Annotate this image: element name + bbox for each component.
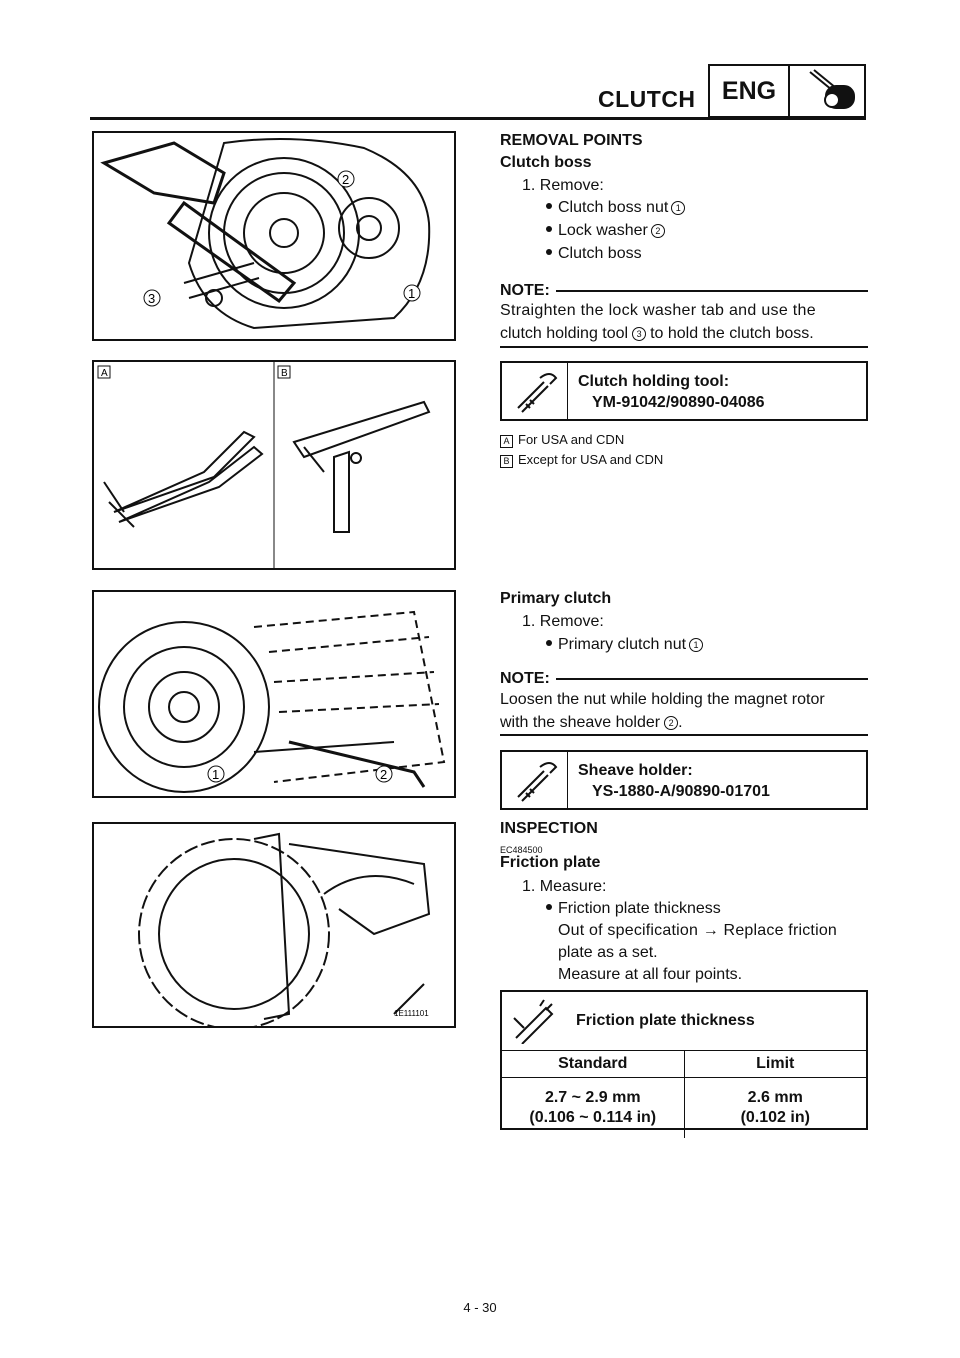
standard-mm: 2.7 ~ 2.9 mm [544, 1089, 641, 1106]
inspection-step: 1. Measure: [522, 878, 607, 895]
clutch-boss-item-2 [546, 220, 665, 242]
item-text: Primary clutch nut [558, 636, 687, 653]
clutch-boss-illustration [94, 133, 454, 339]
clutch-boss-step: 1. Remove: [522, 177, 604, 194]
item-text: Clutch boss [558, 245, 642, 262]
fig3-callout-1: 1 [212, 767, 220, 782]
figure-clutch-boss-removal [92, 131, 456, 341]
spec-limit-value [684, 1078, 867, 1138]
removal-points-heading: REMOVAL POINTS [500, 132, 643, 149]
note-label: NOTE: [500, 282, 550, 299]
clutch-boss-title: Clutch boss [500, 154, 592, 171]
bullet [546, 249, 552, 255]
note-label: NOTE: [500, 670, 550, 687]
fig1-callout-2: 2 [342, 172, 350, 187]
legend-text: For USA and CDN [518, 432, 625, 447]
clutch-holding-tools-illustration [94, 362, 454, 568]
clutch-boss-item-3 [546, 243, 642, 265]
ref-mark: 1 [689, 638, 703, 652]
primary-clutch-item [546, 634, 703, 656]
tool-box-sheave-holder [500, 750, 868, 810]
friction-plate-illustration [94, 824, 454, 1026]
inspection-line-2: plate as a set. [558, 944, 658, 961]
tool-name: Clutch holding tool: [578, 373, 730, 390]
item-text: Friction plate thickness [558, 900, 721, 917]
section-title: CLUTCH [598, 86, 696, 112]
fig2-panel-b: B [281, 368, 288, 379]
eng-badge [708, 64, 790, 118]
inspection-heading: INSPECTION [500, 820, 598, 837]
fig3-callout-2: 2 [380, 767, 388, 782]
clutch-boss-item-1 [546, 197, 685, 219]
note-text-1b [500, 323, 814, 345]
inspection-code: EC484500 [500, 845, 543, 855]
spec-col-limit: Limit [684, 1051, 867, 1077]
item-text: Clutch boss nut [558, 199, 669, 216]
bullet [546, 226, 552, 232]
note-text-1a: Straighten the lock washer tab and use the [500, 302, 816, 319]
engine-icon [788, 64, 866, 118]
note-rule [556, 290, 868, 292]
legend-key: A [500, 435, 513, 448]
note-header-1 [500, 282, 868, 300]
spec-title: Friction plate thickness [576, 1012, 755, 1029]
wrench-icon [502, 363, 568, 419]
note-text: with the sheave holder [500, 714, 661, 731]
tool-legend [500, 430, 663, 470]
figure-clutch-holding-tools [92, 360, 456, 570]
page-number: 4 - 30 [463, 1300, 497, 1315]
ref-mark: 2 [651, 224, 665, 238]
note-text-2a: Loosen the nut while holding the magnet rotor [500, 691, 825, 708]
legend-key: B [500, 455, 513, 468]
fig1-callout-3: 3 [148, 291, 156, 306]
note-rule [556, 678, 868, 680]
tool-box-clutch-holding [500, 361, 868, 421]
fig2-panel-a: A [101, 368, 108, 379]
eng-badge-label: ENG [721, 76, 777, 105]
spec-table-friction-plate [500, 990, 868, 1130]
figure-friction-plate-measurement [92, 822, 456, 1028]
ref-mark: 2 [664, 716, 678, 730]
limit-in: (0.102 in) [740, 1109, 810, 1126]
legend-text: Except for USA and CDN [518, 452, 664, 467]
legend-item-a [500, 430, 663, 450]
primary-clutch-title: Primary clutch [500, 590, 612, 607]
legend-item-b [500, 450, 663, 470]
caliper-icon [502, 992, 568, 1050]
tool-name: Sheave holder: [578, 762, 693, 779]
bullet [546, 904, 552, 910]
figure-primary-clutch-removal [92, 590, 456, 798]
note-text-2b: with the sheave holder 2 . [500, 714, 683, 731]
spec-col-standard: Standard [558, 1055, 628, 1072]
note-text: to hold the clutch boss. [650, 325, 814, 342]
standard-in: (0.106 ~ 0.114 in) [529, 1109, 657, 1126]
inspection-line-1: Out of specification → Replace friction [558, 922, 838, 939]
note-end-rule [500, 734, 868, 736]
header-rule [90, 117, 866, 120]
fig1-callout-1: 1 [408, 286, 416, 301]
limit-mm: 2.6 mm [747, 1089, 803, 1106]
note-header-2 [500, 670, 868, 688]
fig4-code: 1E111101 [394, 1009, 429, 1018]
note-end-rule [500, 346, 868, 348]
spec-standard-value [502, 1078, 684, 1138]
inspection-item [546, 898, 721, 920]
wrench-icon [502, 752, 568, 808]
friction-plate-title: Friction plate [500, 854, 601, 871]
tool-part-number: YM-91042/90890-04086 [592, 394, 765, 411]
ref-mark: 3 [632, 327, 646, 341]
note-text: clutch holding tool [500, 325, 629, 342]
primary-clutch-step: 1. Remove: [522, 613, 604, 630]
tool-part-number: YS-1880-A/90890-01701 [592, 783, 770, 800]
primary-clutch-illustration [94, 592, 454, 796]
bullet [546, 203, 552, 209]
bullet [546, 640, 552, 646]
item-text: Lock washer [558, 222, 648, 239]
ref-mark: 1 [671, 201, 685, 215]
inspection-line-3: Measure at all four points. [558, 966, 743, 983]
